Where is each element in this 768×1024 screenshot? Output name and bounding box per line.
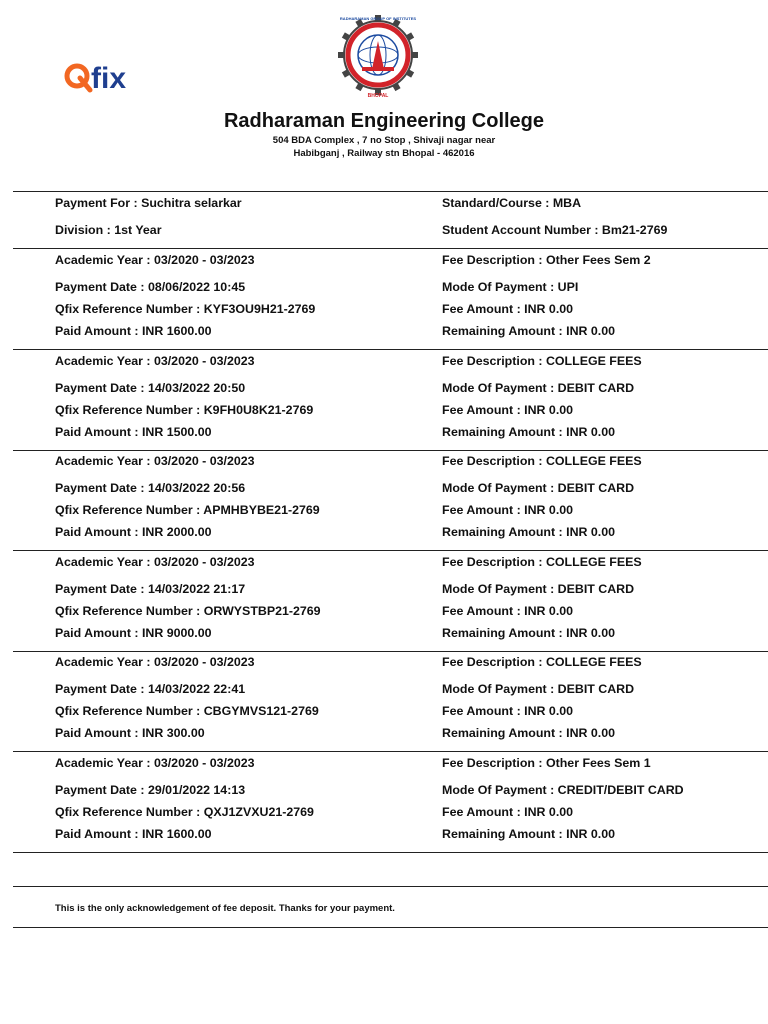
divider: [13, 550, 768, 551]
academic-year: Academic Year : 03/2020 - 03/2023: [55, 253, 255, 267]
academic-year: Academic Year : 03/2020 - 03/2023: [55, 655, 255, 669]
remaining-amount: Remaining Amount : INR 0.00: [442, 324, 616, 338]
payment-date: Payment Date : 14/03/2022 21:17: [55, 582, 246, 596]
qfix-logo-text: fix: [91, 62, 127, 95]
payment-date: Payment Date : 14/03/2022 22:41: [55, 682, 246, 696]
divider: [13, 927, 768, 928]
student-account-number: Student Account Number : Bm21-2769: [442, 223, 668, 237]
mode-of-payment: Mode Of Payment : DEBIT CARD: [442, 682, 635, 696]
payment-for: Payment For : Suchitra selarkar: [55, 196, 242, 210]
payment-date: Payment Date : 14/03/2022 20:50: [55, 381, 246, 395]
payment-date: Payment Date : 14/03/2022 20:56: [55, 481, 246, 495]
qfix-reference-number: Qfix Reference Number : K9FH0U8K21-2769: [55, 403, 314, 417]
fee-amount: Fee Amount : INR 0.00: [442, 503, 574, 517]
fee-description: Fee Description : Other Fees Sem 1: [442, 756, 651, 770]
remaining-amount: Remaining Amount : INR 0.00: [442, 626, 616, 640]
fee-amount: Fee Amount : INR 0.00: [442, 805, 574, 819]
college-address-line2: Habibganj , Railway stn Bhopal - 462016: [293, 148, 475, 159]
fee-amount: Fee Amount : INR 0.00: [442, 403, 574, 417]
college-name: Radharaman Engineering College: [223, 110, 545, 132]
mode-of-payment: Mode Of Payment : DEBIT CARD: [442, 381, 635, 395]
academic-year: Academic Year : 03/2020 - 03/2023: [55, 555, 255, 569]
fee-amount: Fee Amount : INR 0.00: [442, 704, 574, 718]
fee-amount: Fee Amount : INR 0.00: [442, 302, 574, 316]
fee-amount: Fee Amount : INR 0.00: [442, 604, 574, 618]
remaining-amount: Remaining Amount : INR 0.00: [442, 827, 616, 841]
qfix-reference-number: Qfix Reference Number : ORWYSTBP21-2769: [55, 604, 321, 618]
qfix-reference-number: Qfix Reference Number : KYF3OU9H21-2769: [55, 302, 316, 316]
academic-year: Academic Year : 03/2020 - 03/2023: [55, 354, 255, 368]
divider: [13, 191, 768, 192]
remaining-amount: Remaining Amount : INR 0.00: [442, 525, 616, 539]
division: Division : 1st Year: [55, 223, 162, 237]
qfix-logo: [64, 56, 144, 96]
divider: [13, 450, 768, 451]
paid-amount: Paid Amount : INR 2000.00: [55, 525, 212, 539]
qfix-reference-number: Qfix Reference Number : QXJ1ZVXU21-2769: [55, 805, 314, 819]
paid-amount: Paid Amount : INR 300.00: [55, 726, 205, 740]
mode-of-payment: Mode Of Payment : CREDIT/DEBIT CARD: [442, 783, 684, 797]
fee-description: Fee Description : Other Fees Sem 2: [442, 253, 651, 267]
divider: [13, 886, 768, 887]
mode-of-payment: Mode Of Payment : DEBIT CARD: [442, 582, 635, 596]
qfix-reference-number: Qfix Reference Number : CBGYMVS121-2769: [55, 704, 319, 718]
divider: [13, 248, 768, 249]
remaining-amount: Remaining Amount : INR 0.00: [442, 726, 616, 740]
seal-ring-text: RADHARAMAN GROUP OF INSTITUTES: [339, 16, 417, 21]
fee-description: Fee Description : COLLEGE FEES: [442, 655, 642, 669]
college-seal-logo: [338, 13, 418, 101]
mode-of-payment: Mode Of Payment : UPI: [442, 280, 579, 294]
paid-amount: Paid Amount : INR 9000.00: [55, 626, 212, 640]
paid-amount: Paid Amount : INR 1600.00: [55, 324, 212, 338]
fee-description: Fee Description : COLLEGE FEES: [442, 354, 642, 368]
standard-course: Standard/Course : MBA: [442, 196, 582, 210]
fee-description: Fee Description : COLLEGE FEES: [442, 454, 642, 468]
mode-of-payment: Mode Of Payment : DEBIT CARD: [442, 481, 635, 495]
qfix-reference-number: Qfix Reference Number : APMHBYBE21-2769: [55, 503, 320, 517]
divider: [13, 852, 768, 853]
paid-amount: Paid Amount : INR 1600.00: [55, 827, 212, 841]
college-address-line1: 504 BDA Complex , 7 no Stop , Shivaji nagar near: [272, 135, 496, 146]
academic-year: Academic Year : 03/2020 - 03/2023: [55, 454, 255, 468]
divider: [13, 651, 768, 652]
seal-bottom-text: BHOPAL: [367, 93, 389, 99]
divider: [13, 349, 768, 350]
paid-amount: Paid Amount : INR 1500.00: [55, 425, 212, 439]
academic-year: Academic Year : 03/2020 - 03/2023: [55, 756, 255, 770]
remaining-amount: Remaining Amount : INR 0.00: [442, 425, 616, 439]
footer-note: This is the only acknowledgement of fee deposit. Thanks for your payment.: [55, 903, 395, 914]
payment-date: Payment Date : 29/01/2022 14:13: [55, 783, 246, 797]
fee-description: Fee Description : COLLEGE FEES: [442, 555, 642, 569]
divider: [13, 751, 768, 752]
payment-date: Payment Date : 08/06/2022 10:45: [55, 280, 246, 294]
